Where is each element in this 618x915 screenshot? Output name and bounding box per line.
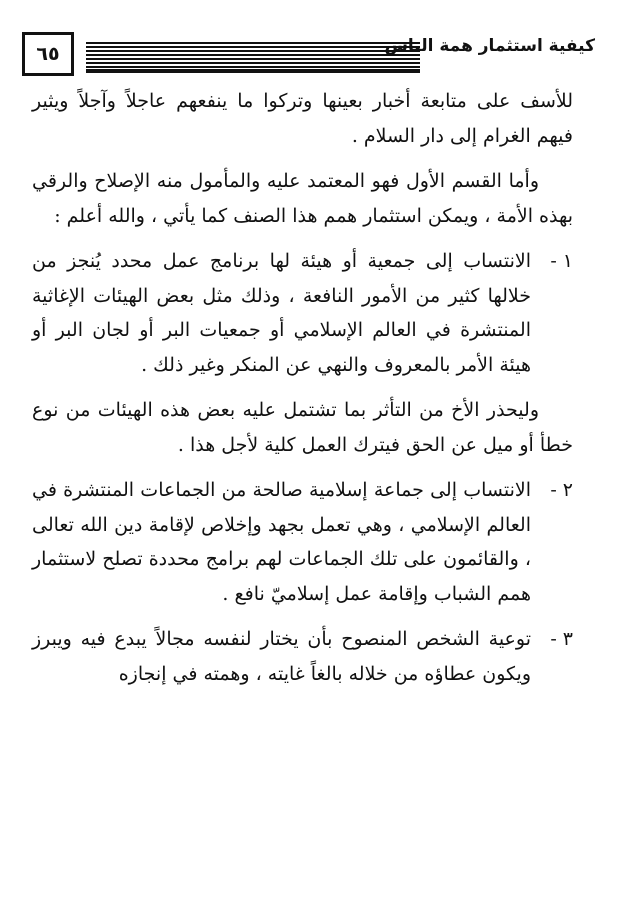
paragraph-caution: وليحذر الأخ من التأثر بما تشتمل عليه بعض هذه الهيئات من نوع خطأ أو ميل عن الحق فيترك العمل كلية لأجل هذا .: [32, 399, 573, 456]
list-item-number: ٢ -: [550, 479, 573, 501]
list-item-1: [32, 244, 573, 382]
header-rule: [86, 42, 420, 68]
list-item-2: [32, 473, 573, 611]
list-item-text: الانتساب إلى جماعة إسلامية صالحة من الجماعات المنتشرة في العالم الإسلامي ، وهي تعمل بجهد وإخلاص لإقامة دين الله تعالى ، والقائمون على تلك الجماعات لهم برامج محددة تصلح لاستثمار همم الشباب وإقامة عمل إسلاميّ نافع .: [32, 479, 531, 605]
page-body: [32, 84, 573, 691]
list-item-number: ٣ -: [550, 628, 573, 650]
list-item-number: ١ -: [550, 250, 573, 272]
page-number: ٦٥: [22, 32, 74, 76]
list-item-text: الانتساب إلى جمعية أو هيئة لها برنامج عمل محدد يُنجز من خلالها كثير من الأمور النافعة ، وذلك مثل بعض الهيئات الإغاثية المنتشرة في العالم الإسلامي أو جمعيات البر أو لجان البر أو هيئة الأمر بالمعروف والنهي عن المنكر وغير ذلك .: [32, 250, 531, 376]
paragraph-first-section: وأما القسم الأول فهو المعتمد عليه والمأمول منه الإصلاح والرقي بهذه الأمة ، ويمكن استثمار همم هذا الصنف كما يأتي ، والله أعلم :: [32, 170, 573, 227]
running-title: كيفية استثمار همة الناس: [384, 36, 595, 56]
list-item-3: [32, 622, 573, 691]
page-header: [22, 28, 595, 90]
header-rule-underline: [86, 69, 420, 73]
paragraph-continuation: للأسف على متابعة أخبار بعينها وتركوا ما ينفعهم عاجلاً وآجلاً ويثير فيهم الغرام إلى دار السلام .: [32, 90, 573, 147]
list-item-text: توعية الشخص المنصوح بأن يختار لنفسه مجالاً يبدع فيه ويبرز ويكون عطاؤه من خلاله بالغاً غايته ، وهمته في إنجازه: [32, 628, 531, 685]
